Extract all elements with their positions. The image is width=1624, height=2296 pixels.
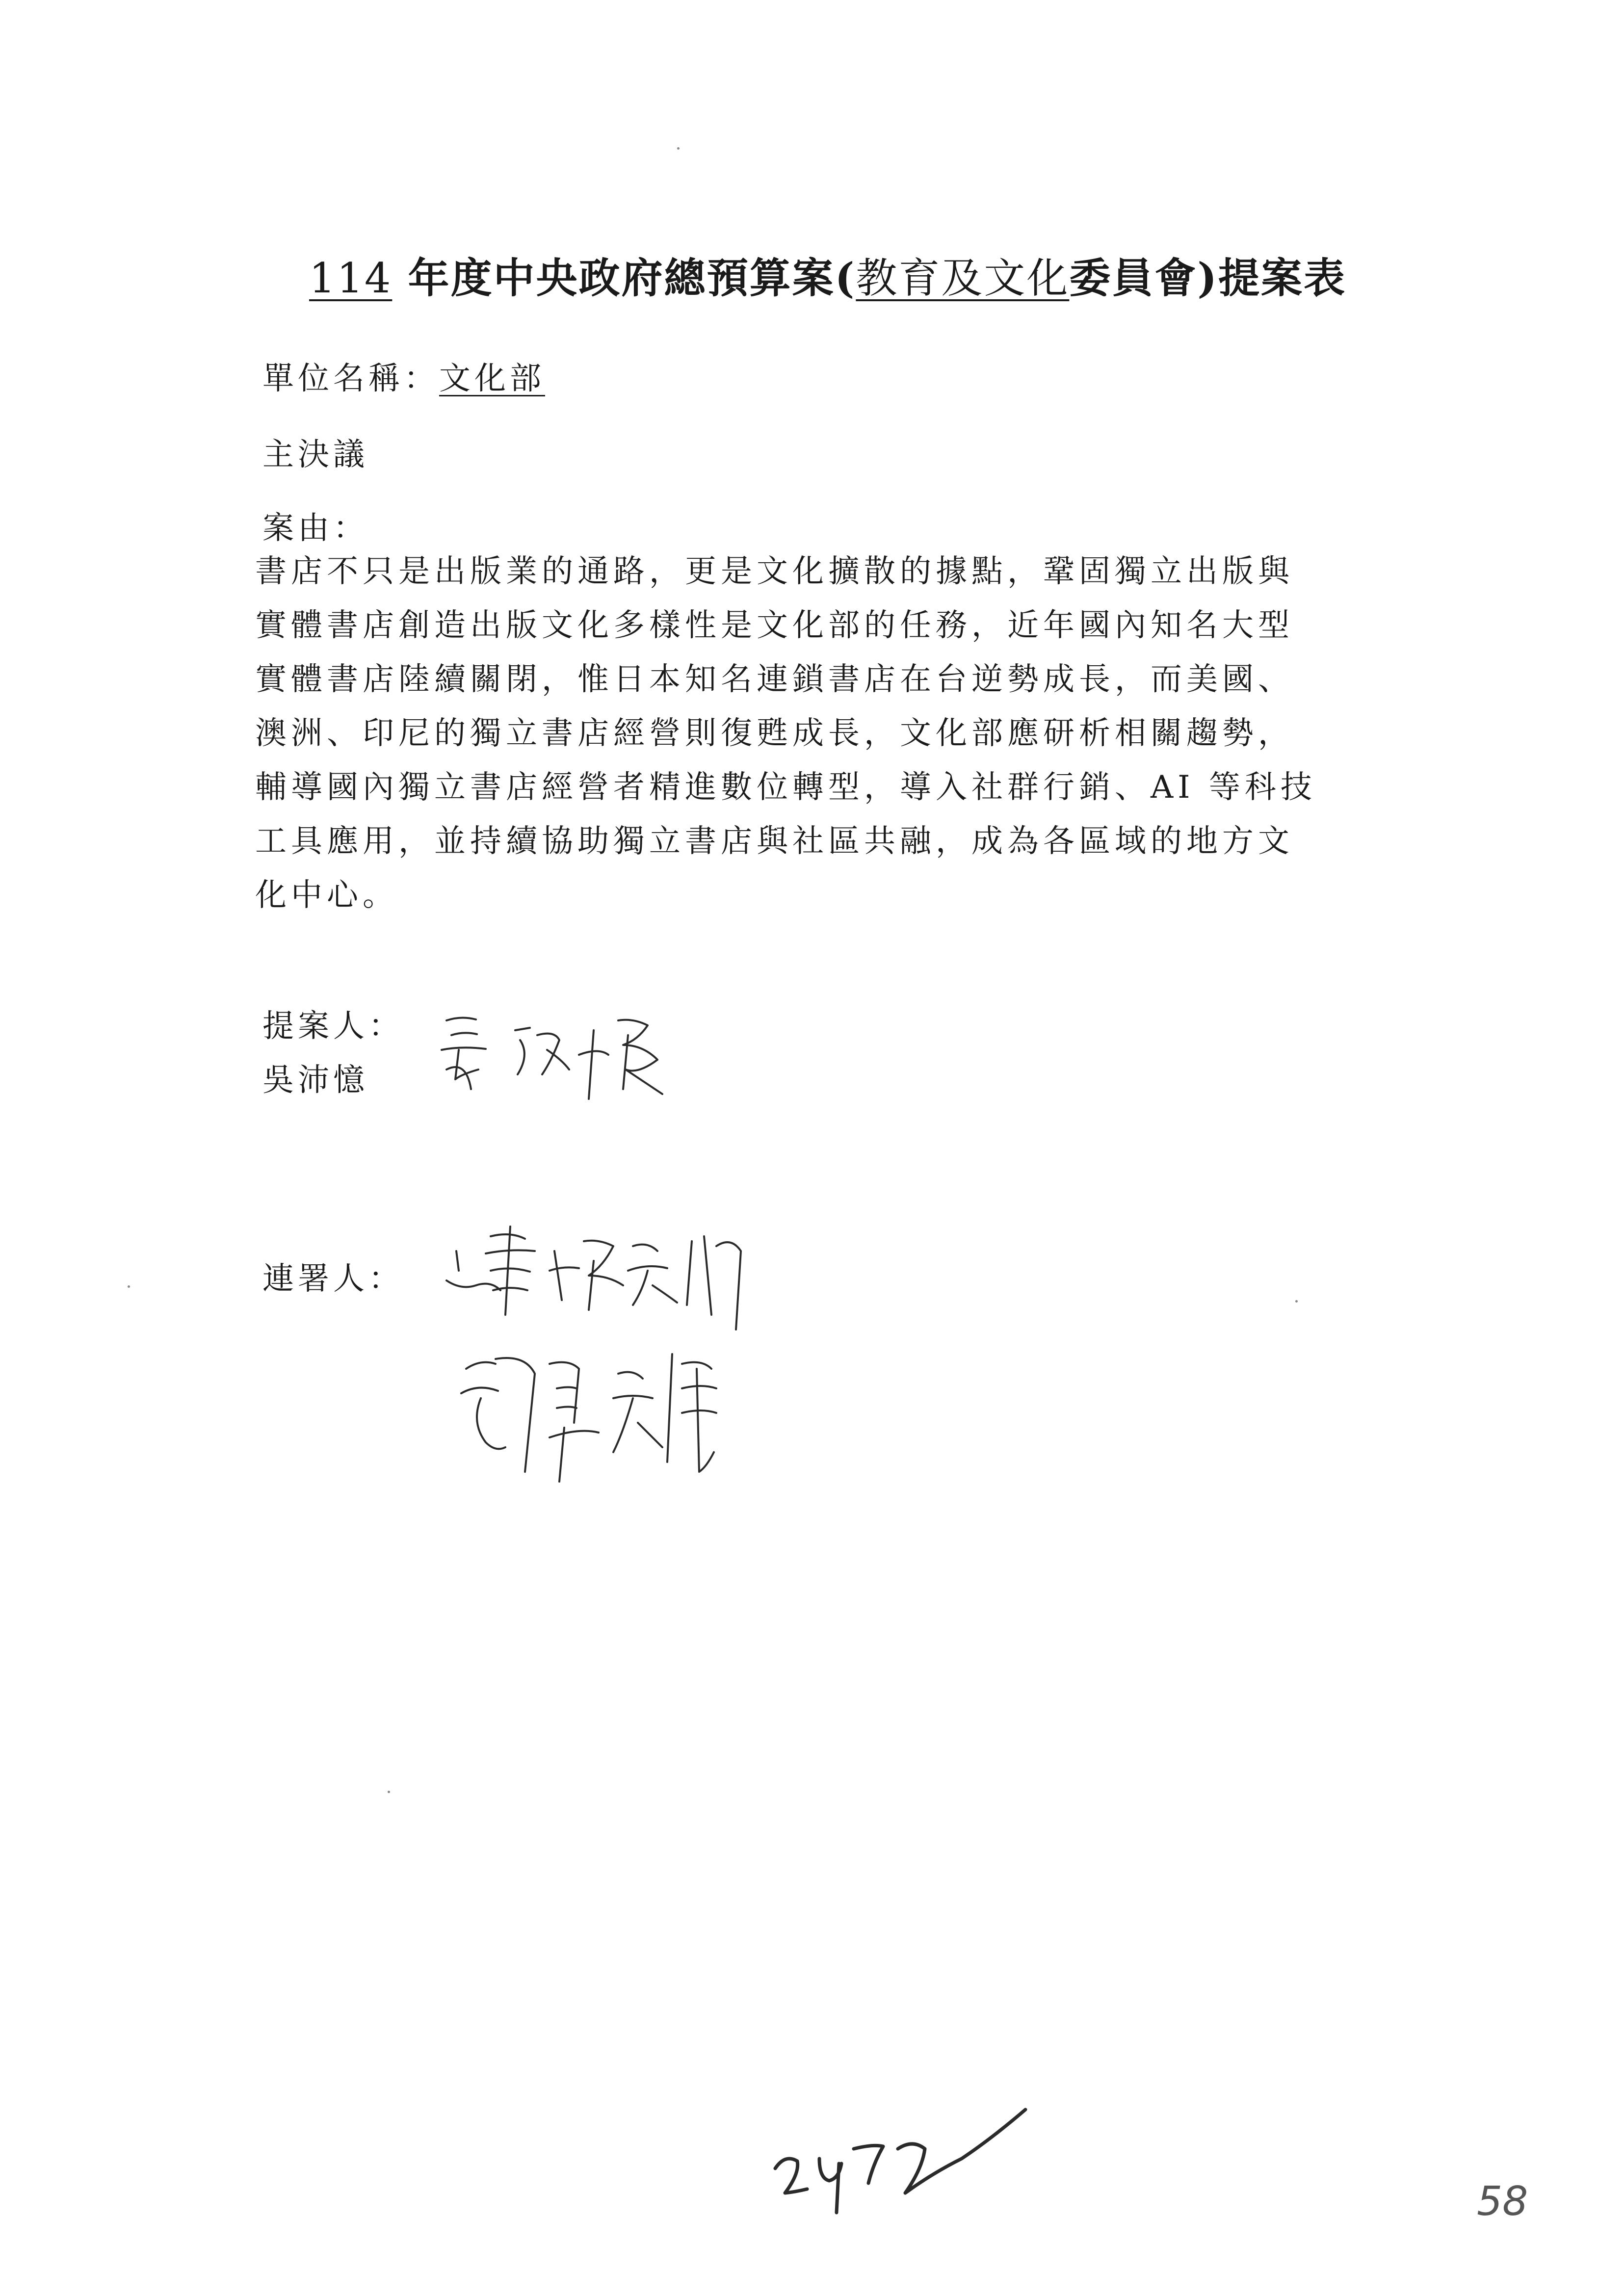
reason-line: 化中心。: [255, 877, 398, 913]
proposer-label: 提案人：: [262, 1008, 404, 1044]
scan-speck: [677, 147, 680, 150]
scan-speck: [388, 1791, 390, 1793]
unit-label: 單位名稱：: [262, 361, 439, 397]
unit-line: [262, 353, 545, 398]
unit-value: 文化部: [439, 361, 545, 397]
title-committee: 教育及文化: [856, 254, 1070, 302]
reason-body: [255, 545, 1393, 922]
reason-line: 實體書店創造出版文化多樣性是文化部的任務，近年國內知名大型: [255, 607, 1294, 644]
reason-line: 輔導國內獨立書店經營者精進數位轉型，導入社群行銷、AI 等科技: [255, 769, 1316, 806]
cosigner-signature: [451, 1325, 765, 1491]
title-year: 114: [309, 254, 393, 302]
cosigners-label: 連署人：: [262, 1261, 404, 1297]
page-number: 58: [1477, 2178, 1528, 2225]
reason-label: 案由：: [262, 510, 368, 547]
reason-line: 書店不只是出版業的通路，更是文化擴散的據點，鞏固獨立出版與: [255, 553, 1294, 590]
reason-line: 工具應用，並持續協助獨立書店與社區共融，成為各區域的地方文: [255, 823, 1294, 860]
scan-speck: [128, 1285, 130, 1288]
scan-speck: [1295, 1300, 1298, 1303]
reason-line: 澳洲、印尼的獨立書店經營則復甦成長，文化部應研析相關趨勢，: [255, 715, 1294, 752]
proposer-name: 吳沛憶: [262, 1062, 368, 1098]
title-before: 年度中央政府總預算案(: [408, 254, 856, 302]
proposer-signature: [432, 1001, 697, 1119]
reason-line: 實體書店陸續關閉，惟日本知名連鎖書店在台逆勢成長，而美國、: [255, 661, 1294, 698]
cosigner-signature: [437, 1217, 780, 1334]
page-title: [309, 245, 1346, 305]
handwritten-page-number: [765, 2105, 1040, 2252]
title-after: 委員會)提案表: [1069, 254, 1347, 302]
resolution-type: 主決議: [262, 437, 368, 473]
